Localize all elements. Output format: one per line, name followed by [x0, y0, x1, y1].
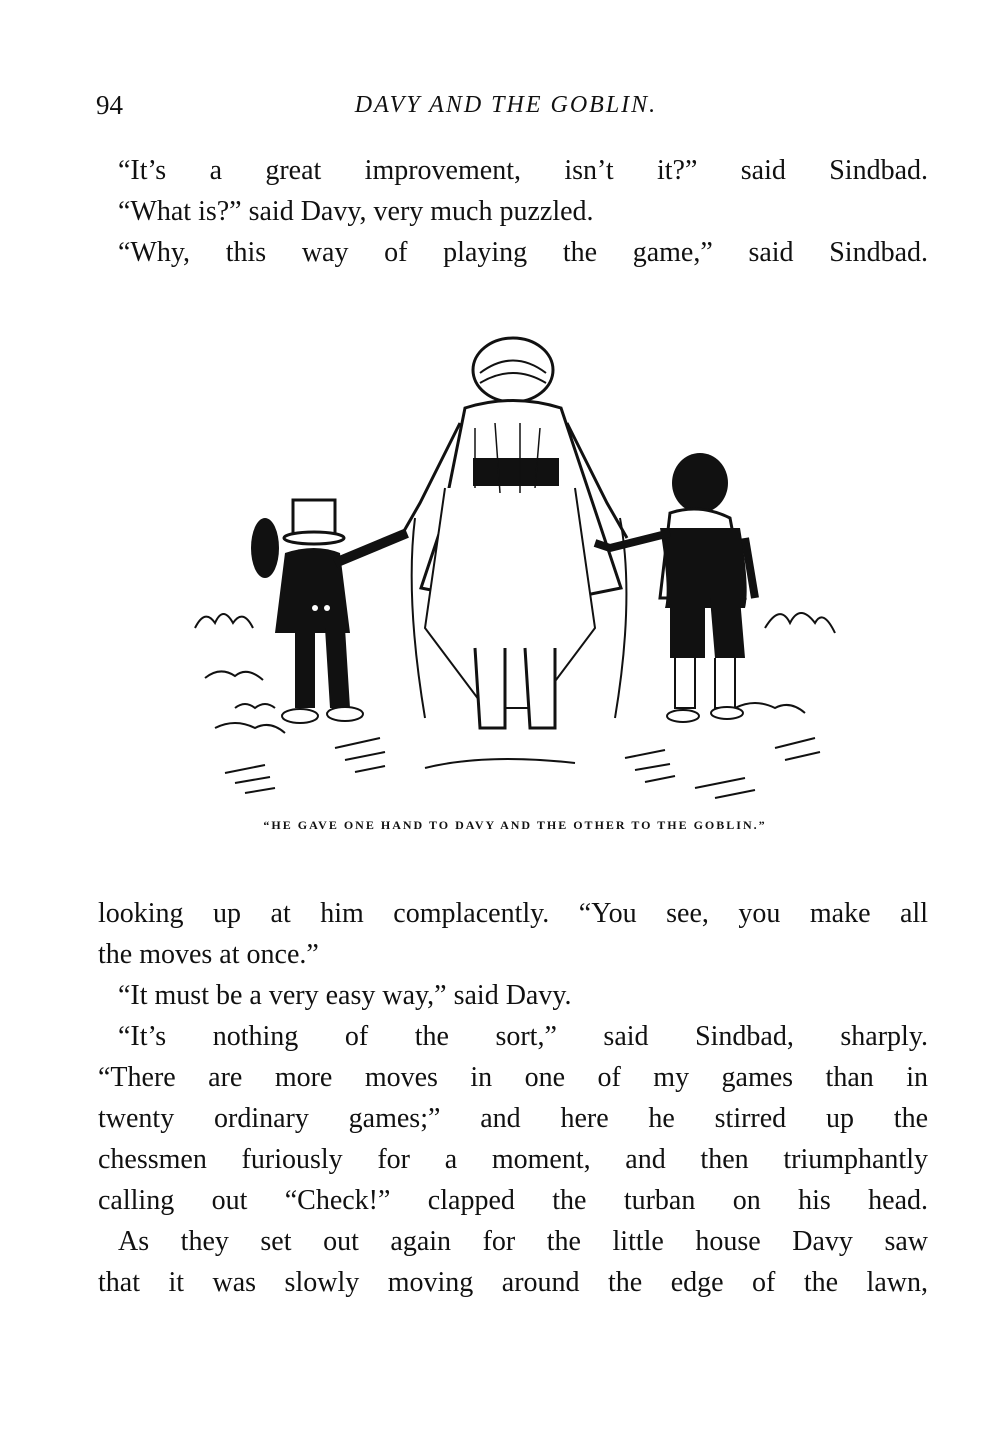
- text-line: “It must be a very easy way,” said Davy.: [118, 980, 572, 1011]
- figure-caption: “HE GAVE ONE HAND TO DAVY AND THE OTHER TO THE GOBLIN.”: [263, 818, 767, 832]
- text-line: looking up at him complacently. “You see, you make all: [98, 898, 928, 929]
- text-line: “Why, this way of playing the game,” said Sindbad.: [118, 237, 928, 268]
- text-line: chessmen furiously for a moment, and then triumphantly: [98, 1144, 928, 1175]
- text-line: “There are more moves in one of my games than in: [98, 1062, 928, 1093]
- page-number: 94: [96, 90, 123, 120]
- text-line: the moves at once.”: [98, 939, 319, 970]
- bottom-text-block: [98, 893, 928, 1303]
- running-head: DAVY AND THE GOBLIN.: [354, 92, 658, 118]
- text-line: that it was slowly moving around the edge of the lawn,: [98, 1267, 928, 1298]
- sindbad-figure: [400, 338, 627, 728]
- text-line: “What is?” said Davy, very much puzzled.: [118, 196, 594, 227]
- text-line: “It’s a great improvement, isn’t it?” said Sindbad.: [118, 155, 928, 186]
- goblin-figure: [251, 500, 407, 723]
- illustration: [175, 328, 855, 808]
- text-line: calling out “Check!” clapped the turban on his head.: [98, 1185, 928, 1216]
- text-line: “It’s nothing of the sort,” said Sindbad, sharply.: [118, 1021, 928, 1052]
- top-text-block: [98, 150, 928, 273]
- page-header: [96, 90, 916, 130]
- text-line: twenty ordinary games;” and here he stirred up the: [98, 1103, 928, 1134]
- text-line: As they set out again for the little house Davy saw: [118, 1226, 928, 1257]
